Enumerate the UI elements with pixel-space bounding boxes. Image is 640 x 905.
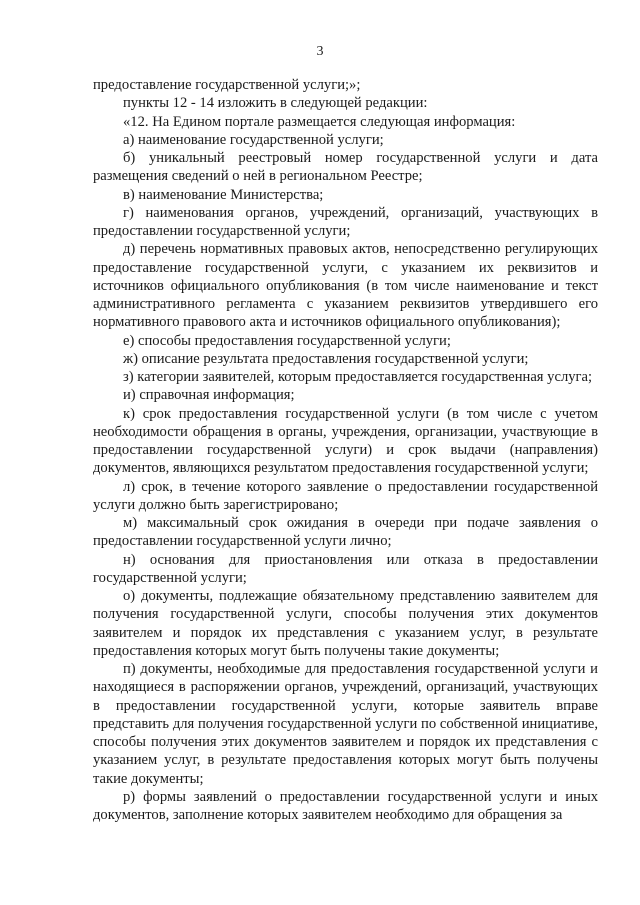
paragraph: к) срок предоставления государственной услуги (в том числе с учетом необходимости обращения в органы, учреждения, организации, участвующие в предоставлении государственной услуги) и срок выдачи (направления) документов, являющихся результатом предоставления государственной услуги; [93,405,598,477]
paragraph: г) наименования органов, учреждений, организаций, участвующих в предоставлении государственной услуги; [93,204,598,239]
paragraph: м) максимальный срок ожидания в очереди при подаче заявления о предоставлении государственной услуги лично; [93,515,598,550]
paragraph: «12. На Едином портале размещается следующая информация: [123,113,516,130]
paragraph: предоставление государственной услуги;»; [93,77,361,93]
paragraph: л) срок, в течение которого заявление о предоставлении государственной услуги должно быть зарегистрировано; [93,478,598,513]
paragraph: н) основания для приостановления или отказа в предоставлении государственной услуги; [93,551,598,586]
page-number: 3 [316,44,324,59]
paragraph: пункты 12 - 14 изложить в следующей редакции: [123,95,428,112]
paragraph: ж) описание результата предоставления государственной услуги; [123,350,529,367]
paragraph: в) наименование Министерства; [123,186,324,203]
paragraph: и) справочная информация; [123,387,295,404]
paragraph: з) категории заявителей, которым предоставляется государственная услуга; [123,369,593,385]
paragraph: а) наименование государственной услуги; [123,131,384,148]
paragraph: д) перечень нормативных правовых актов, непосредственно регулирующих предоставление государственной услуги, с указанием их реквизитов и источников официального опубликования (в том числе наименование и текст административного регламента с указанием реквизитов утвердившего его нормативного правового акта и источников официального опубликования); [93,241,598,331]
paragraph: п) документы, необходимые для предоставления государственной услуги и находящиеся в распоряжении органов, учреждений, организаций, участвующих в предоставлении государственной услуги, которые заявитель вправе представить для получения государственной услуги по собственной инициативе, способы получения этих документов заявителем и порядок их представления с указанием услуг, в результате предоставления которых могут быть получены такие документы; [93,661,598,787]
paragraph: р) формы заявлений о предоставлении государственной услуги и иных документов, заполнение которых заявителем необходимо для обращения за [93,788,598,823]
paragraph: е) способы предоставления государственной услуги; [123,332,451,349]
document-body [93,76,598,824]
paragraph: б) уникальный реестровый номер государственной услуги и дата размещения сведений о ней в региональном Реестре; [93,150,598,185]
paragraph: о) документы, подлежащие обязательному представлению заявителем для получения государственной услуги, способы получения этих документов заявителем и порядок их представления с указанием услуг, в результате предоставления которых могут быть получены такие документы; [93,588,598,659]
